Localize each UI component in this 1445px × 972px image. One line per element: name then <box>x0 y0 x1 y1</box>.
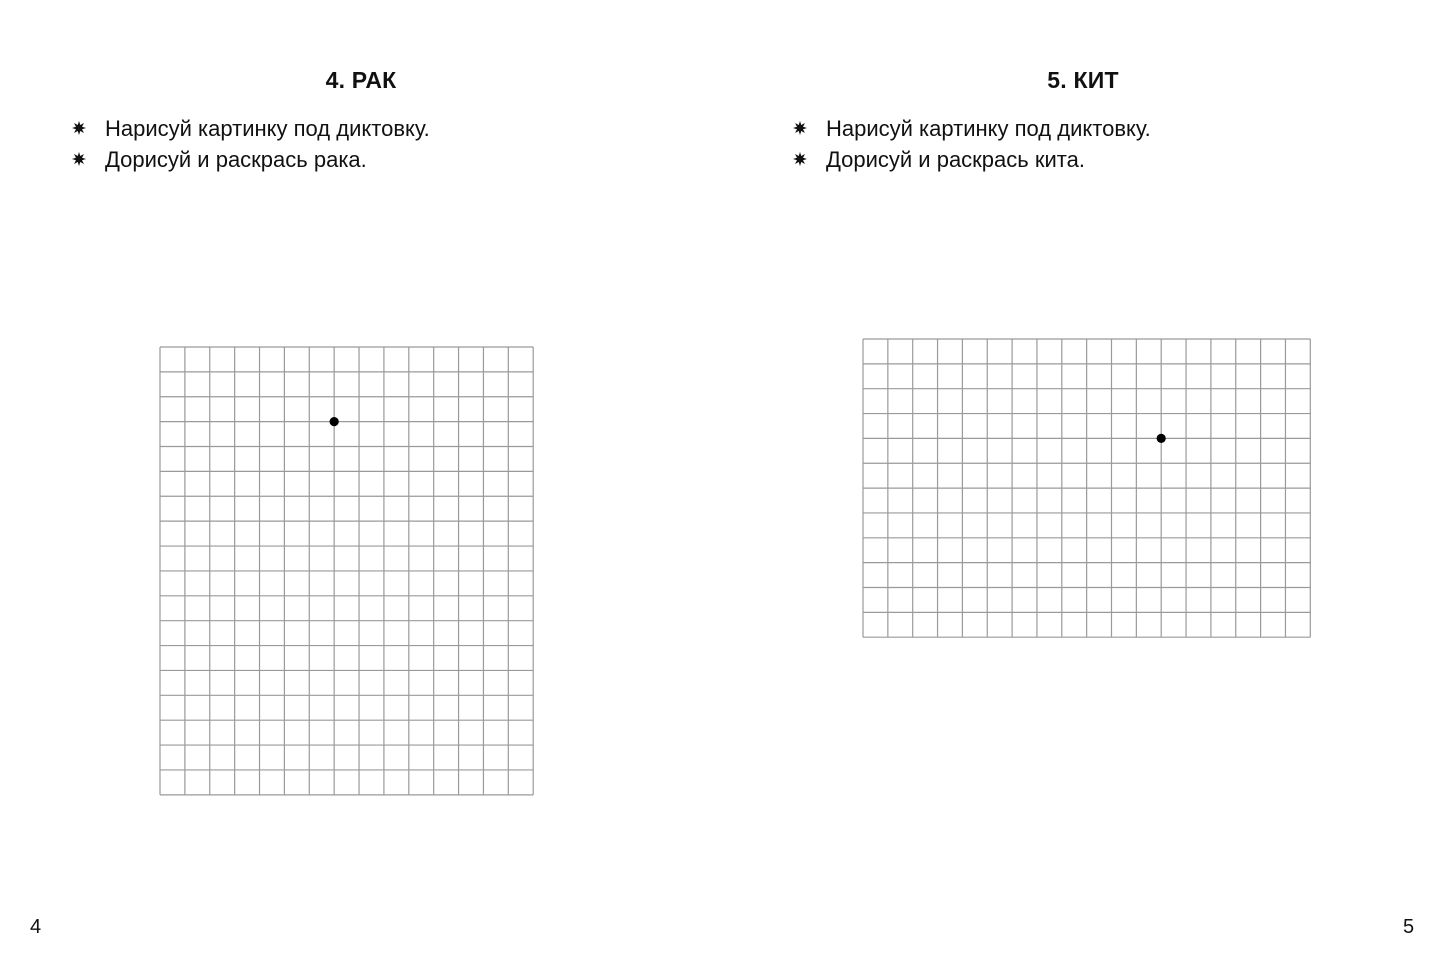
start-dot-icon <box>330 417 339 426</box>
instruction-text: Дорисуй и раскрась кита. <box>826 147 1085 172</box>
star-bullet-icon <box>72 152 86 166</box>
instruction-item <box>793 113 1151 144</box>
star-bullet-icon <box>793 121 807 135</box>
instruction-list <box>72 113 430 175</box>
instruction-text: Нарисуй картинку под диктовку. <box>105 116 430 141</box>
instruction-item <box>72 144 430 175</box>
page-title: 4. РАК <box>325 67 397 93</box>
instruction-item <box>793 144 1151 175</box>
instruction-item <box>72 113 430 144</box>
page-left <box>0 0 722 972</box>
page-right <box>723 0 1445 972</box>
star-bullet-icon <box>793 152 807 166</box>
page-title: 5. КИТ <box>1047 67 1119 93</box>
star-bullet-icon <box>72 121 86 135</box>
start-dot-icon <box>1157 434 1166 443</box>
instruction-list <box>793 113 1151 175</box>
dictation-grid[interactable] <box>159 346 535 797</box>
page-number: 4 <box>30 916 42 938</box>
dictation-grid[interactable] <box>862 338 1313 640</box>
page-number: 5 <box>1403 916 1415 938</box>
instruction-text: Дорисуй и раскрась рака. <box>105 147 367 172</box>
instruction-text: Нарисуй картинку под диктовку. <box>826 116 1151 141</box>
